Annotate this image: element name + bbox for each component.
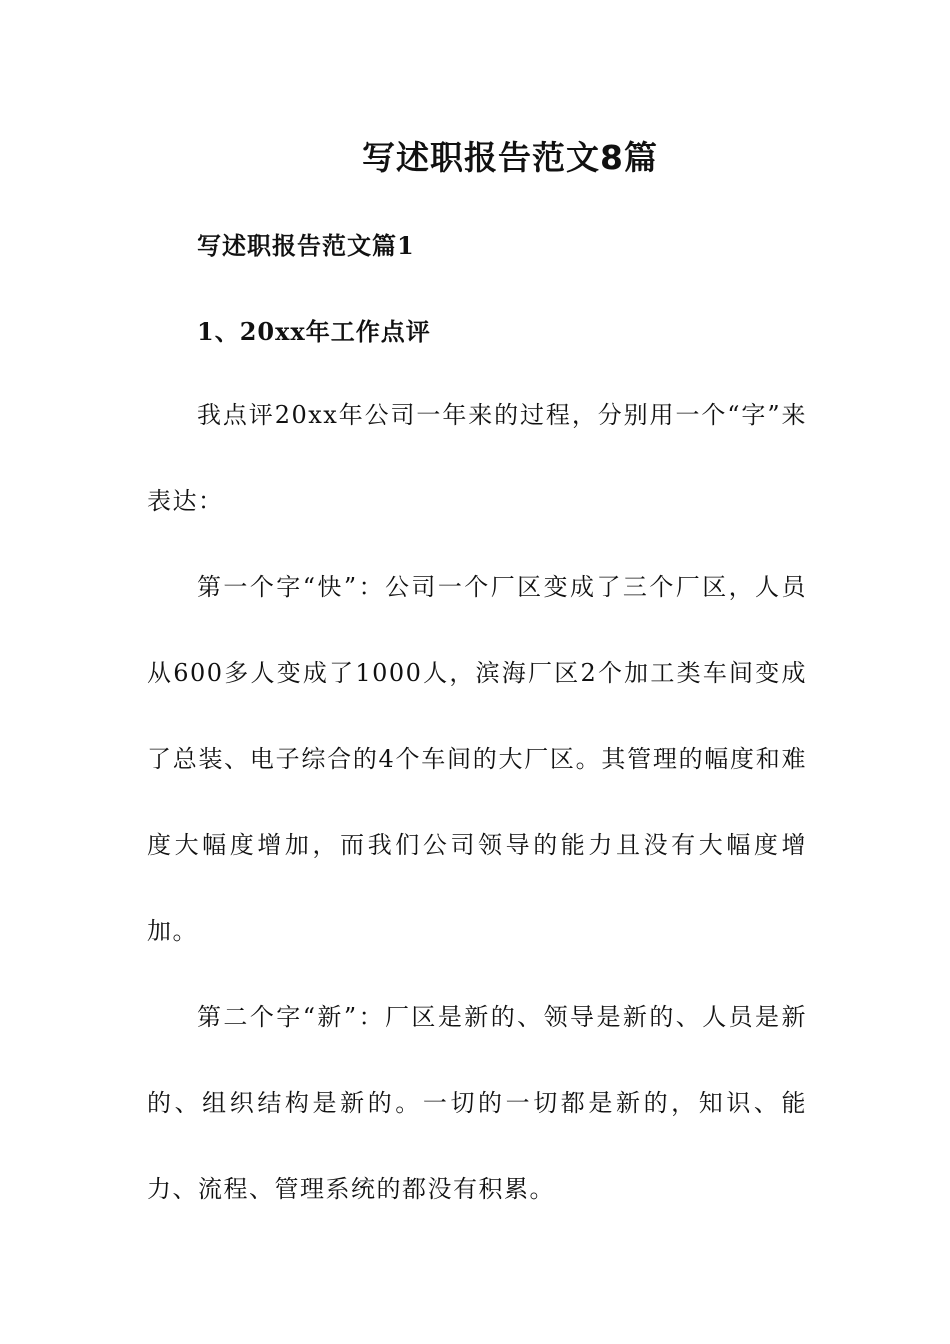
paragraph-fast: 第一个字“快”：公司一个厂区变成了三个厂区，人员从600多人变成了1000人，滨海厂区2个加工类车间变成了总装、电子综合的4个车间的大厂区。其管理的幅度和难度大幅度增加，而我们公司领导的能力且没有大幅度增加。 bbox=[147, 573, 807, 945]
section-heading: 写述职报告范文篇1 bbox=[197, 231, 415, 260]
subheading: 1、20xx年工作点评 bbox=[197, 317, 431, 346]
paragraph-intro: 我点评20xx年公司一年来的过程，分别用一个“字”来表达： bbox=[147, 401, 807, 515]
paragraph-new: 第二个字“新”：厂区是新的、领导是新的、人员是新的、组织结构是新的。一切的一切都是新的，知识、能力、流程、管理系统的都没有积累。 bbox=[147, 1003, 807, 1203]
document-title: 写述职报告范文8篇 bbox=[362, 138, 658, 177]
